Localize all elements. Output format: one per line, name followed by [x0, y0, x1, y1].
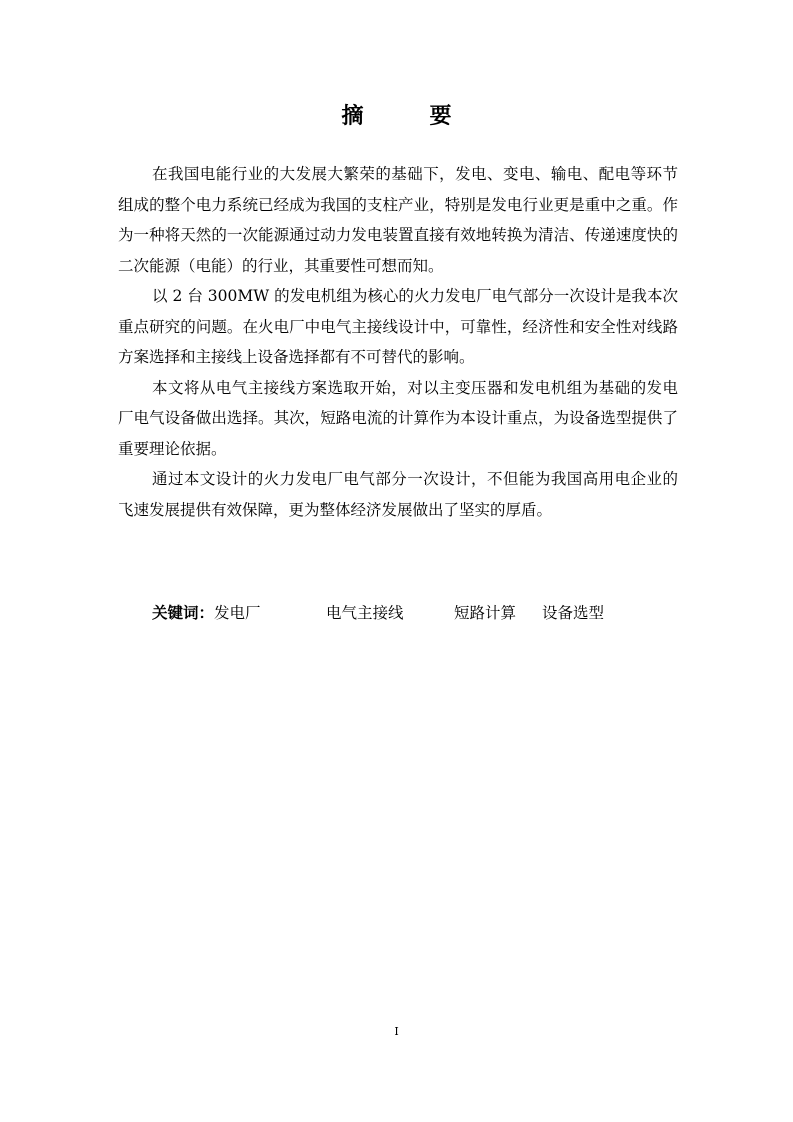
paragraph-2: 以 2 台 300MW 的发电机组为核心的火力发电厂电气部分一次设计是我本次重点研究的问题。在火电厂中电气主接线设计中，可靠性，经济性和安全性对线路方案选择和主接线上设备选择都有不可替代的影响。 [118, 287, 678, 366]
keyword-2: 电气主接线 [326, 604, 404, 622]
paragraph-1: 在我国电能行业的大发展大繁荣的基础下，发电、变电、输电、配电等环节组成的整个电力系统已经成为我国的支柱产业，特别是发电行业更是重中之重。作为一种将天然的一次能源通过动力发电装置直接有效地转换为清洁、传递速度快的二次能源（电能）的行业，其重要性可想而知。 [118, 165, 678, 275]
abstract-body [118, 159, 678, 525]
keyword-3: 短路计算 [454, 604, 517, 622]
keywords-line [152, 598, 604, 628]
page-number: I [394, 1025, 399, 1038]
keyword-1: 发电厂 [214, 604, 261, 622]
keywords-label: 关键词： [152, 603, 215, 622]
abstract-title: 摘 要 [341, 103, 474, 129]
paragraph-3: 本文将从电气主接线方案选取开始，对以主变压器和发电机组为基础的发电厂电气设备做出选择。其次，短路电流的计算作为本设计重点，为设备选型提供了重要理论依据。 [118, 378, 678, 458]
keyword-4: 设备选型 [542, 604, 605, 622]
paragraph-4: 通过本文设计的火力发电厂电气部分一次设计，不但能为我国高用电企业的飞速发展提供有效保障，更为整体经济发展做出了坚实的厚盾。 [118, 470, 678, 519]
